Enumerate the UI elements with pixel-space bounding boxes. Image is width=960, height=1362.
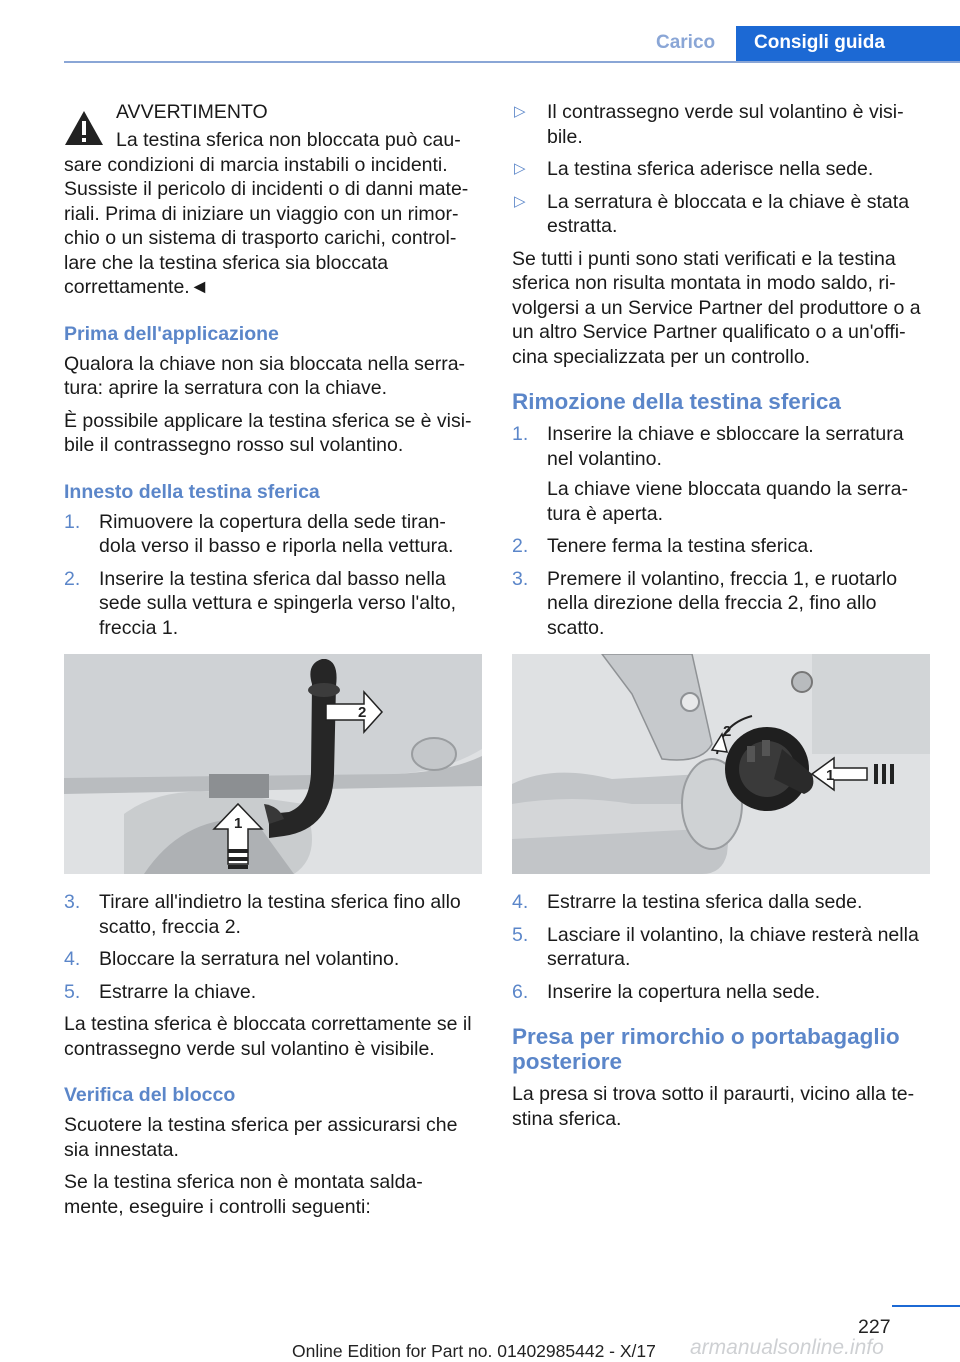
list-item [512, 567, 930, 641]
list-item [512, 890, 930, 915]
triangle-bullet-icon: ▷ [514, 160, 526, 177]
page-number-rule [892, 1305, 960, 1307]
figure-tow-ball-remove [512, 654, 930, 874]
arrow-1-label: 1 [234, 815, 243, 832]
step-number: 3. [512, 567, 529, 590]
edition-footer: Online Edition for Part no. 01402985442 - X/17 [292, 1341, 656, 1361]
step-text: Lasciare il volantino, la chiave resterà nella serratura. [547, 923, 919, 970]
check-text: La serratura è bloccata e la chiave è stata estratta. [547, 190, 910, 237]
arrow-1-label: 1 [826, 767, 835, 784]
check-text: La testina sferica aderisce nella sede. [547, 158, 874, 180]
step-text: Estrarre la chiave. [99, 980, 257, 1003]
step-number: 1. [64, 510, 81, 533]
page-number: 227 [858, 1316, 891, 1338]
step-text: Premere il volantino, freccia 1, e ruotarlo nella direzione della freccia 2, fino allo scatto. [547, 567, 898, 639]
tow-ball-insert-illustration [64, 654, 482, 874]
innesto-steps-b [64, 890, 482, 1004]
arrow-2-label: 2 [358, 704, 367, 721]
warning-triangle-icon [64, 110, 104, 146]
innesto-steps-a [64, 510, 482, 641]
paragraph-prima-1: Qualora la chiave non sia bloccata nella serra-tura: aprire la serratura con la chiave. [64, 352, 466, 399]
warning-box [64, 100, 482, 300]
list-item [64, 947, 482, 972]
chapter-tab-consigli-guida: Consigli guida [736, 26, 960, 62]
step-number: 5. [64, 980, 81, 1003]
paragraph-innesto-after: La testina sferica è bloccata correttamente se il contrassegno verde sul volantino è visibile. [64, 1013, 472, 1060]
step-text: Inserire la copertura nella sede. [547, 980, 821, 1003]
step-text: Inserire la testina sferica dal basso nella sede sulla vettura e spingerla verso l'alto, freccia 1. [99, 567, 457, 639]
left-column [64, 100, 482, 1227]
figure-tow-ball-insert [64, 654, 482, 874]
warning-body: La testina sferica non bloccata può cau-sare condizioni di marcia instabili o incidenti. Sussiste il pericolo di incidenti o di danni mate-riali. Prima di iniziare un viaggio con un rimor-chio o un sistema di trasporto carichi, control-lare che la testina sferica sia bloccata correttamente.◄ [64, 129, 469, 298]
step-number: 6. [512, 980, 529, 1003]
heading-prima-applicazione: Prima dell'applicazione [64, 322, 279, 345]
rimozione-steps-a [512, 422, 930, 640]
rimozione-steps-b [512, 890, 930, 1004]
heading-innesto: Innesto della testina sferica [64, 480, 320, 503]
heading-rimozione: Rimozione della testina sferica [512, 389, 841, 414]
watermark-text: armanualsonline.info [690, 1336, 884, 1359]
list-item [512, 980, 930, 1005]
step-number: 5. [512, 923, 529, 946]
paragraph-verifica-1: Scuotere la testina sferica per assicurarsi che sia innestata. [64, 1114, 458, 1161]
step-subtext: La chiave viene bloccata quando la serra-tura è aperta. [547, 478, 908, 525]
triangle-bullet-icon: ▷ [514, 103, 526, 120]
step-number: 3. [64, 891, 81, 913]
list-item [512, 534, 930, 559]
list-item [512, 923, 930, 972]
list-item [512, 422, 930, 526]
step-text: Rimuovere la copertura della sede tiran-dola verso il basso e riporla nella vettura. [99, 510, 454, 557]
section-tab-carico: Carico [656, 32, 716, 53]
step-text: Inserire la chiave e sbloccare la serratura nel volantino. [547, 423, 904, 470]
list-item [512, 190, 930, 239]
check-list [512, 100, 930, 239]
step-text: Bloccare la serratura nel volantino. [99, 948, 400, 970]
list-item [512, 100, 930, 149]
heading-verifica: Verifica del blocco [64, 1084, 236, 1106]
step-text: Tirare all'indietro la testina sferica fino allo scatto, freccia 2. [99, 891, 461, 938]
step-number: 1. [512, 423, 529, 445]
triangle-bullet-icon: ▷ [514, 192, 526, 210]
arrow-2-label: 2 [723, 723, 732, 740]
step-number: 2. [512, 535, 529, 557]
step-number: 4. [64, 948, 81, 970]
step-text: Estrarre la testina sferica dalla sede. [547, 891, 863, 913]
warning-title: AVVERTIMENTO [116, 101, 268, 123]
paragraph-after-checks: Se tutti i punti sono stati verificati e la testina sferica non risulta montata in modo saldo, ri-volgersi a un Service Partner del produttore o a un altro Service Partner qualificato o a un'offi-cina specializzata per un controllo. [512, 247, 921, 368]
step-text: Tenere ferma la testina sferica. [547, 535, 814, 557]
paragraph-presa: La presa si trova sotto il paraurti, vicino alla te-stina sferica. [512, 1083, 915, 1130]
list-item [64, 510, 482, 559]
check-text: Il contrassegno verde sul volantino è visi-bile. [547, 101, 904, 148]
list-item [512, 157, 930, 182]
list-item [64, 567, 482, 641]
heading-presa: Presa per rimorchio o portabagaglio posteriore [512, 1024, 900, 1074]
header-rule [64, 61, 960, 63]
tow-ball-remove-illustration [512, 654, 930, 874]
list-item [64, 890, 482, 939]
paragraph-prima-2: È possibile applicare la testina sferica se è visi-bile il contrassegno rosso sul volantino. [64, 409, 472, 456]
step-number: 2. [64, 567, 81, 590]
paragraph-verifica-2: Se la testina sferica non è montata salda-mente, eseguire i controlli seguenti: [64, 1171, 423, 1218]
right-column [512, 100, 930, 1139]
step-number: 4. [512, 891, 529, 913]
list-item [64, 980, 482, 1005]
